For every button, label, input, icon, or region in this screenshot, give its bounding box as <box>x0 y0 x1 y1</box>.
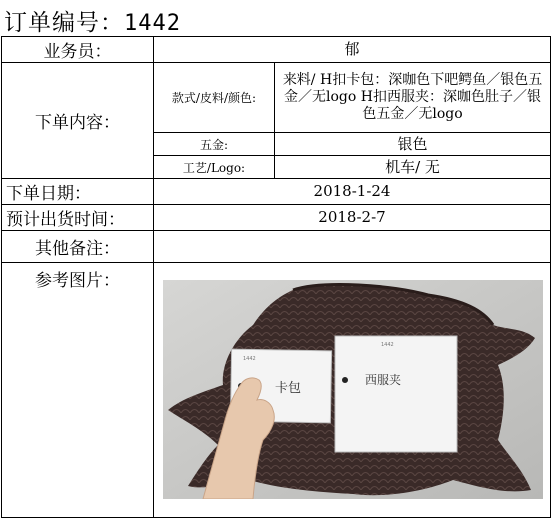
card1-tag-number: 1442 <box>243 356 256 362</box>
suit-clip-tag <box>335 336 457 452</box>
hardware-label: 五金: <box>154 133 275 156</box>
craft-value: 机车/ 无 <box>275 156 551 179</box>
order-number-value: 1442 <box>124 11 181 36</box>
style-value: 来料/ H扣卡包：深咖色下吧鳄鱼／银色五金／无logo H扣西服夹：深咖色肚子／银色五金／无logo <box>275 63 551 133</box>
style-label: 款式/皮料/颜色: <box>154 63 275 133</box>
card2-tag-number: 1442 <box>381 342 394 348</box>
salesperson-label: 业务员： <box>2 37 154 63</box>
craft-label: 工艺/Logo: <box>154 156 275 179</box>
order-number-label: 订单编号： <box>4 10 124 36</box>
reference-image-cell <box>154 263 551 518</box>
order-date-value: 2018-1-24 <box>154 179 551 205</box>
ship-date-value: 2018-2-7 <box>154 205 551 231</box>
card1-handwriting: 卡包 <box>275 381 302 396</box>
ship-date-row <box>2 205 551 231</box>
salesperson-row <box>2 37 551 63</box>
remarks-row <box>2 231 551 263</box>
remarks-value <box>154 231 551 263</box>
order-number-title <box>4 4 181 37</box>
remarks-label: 其他备注： <box>2 231 154 263</box>
salesperson-value: 郁 <box>154 37 551 63</box>
order-date-label: 下单日期： <box>2 179 154 205</box>
style-row <box>2 63 551 133</box>
order-date-row <box>2 179 551 205</box>
reference-photo <box>163 280 543 499</box>
order-content-label: 下单内容： <box>2 63 154 179</box>
reference-row <box>2 263 551 518</box>
order-form-table <box>1 36 551 518</box>
hardware-value: 银色 <box>275 133 551 156</box>
reference-label: 参考图片： <box>2 263 154 518</box>
ship-date-label: 预计出货时间： <box>2 205 154 231</box>
card2-handwriting: 西服夹 <box>365 373 402 387</box>
reference-photo-drawing <box>163 280 543 499</box>
